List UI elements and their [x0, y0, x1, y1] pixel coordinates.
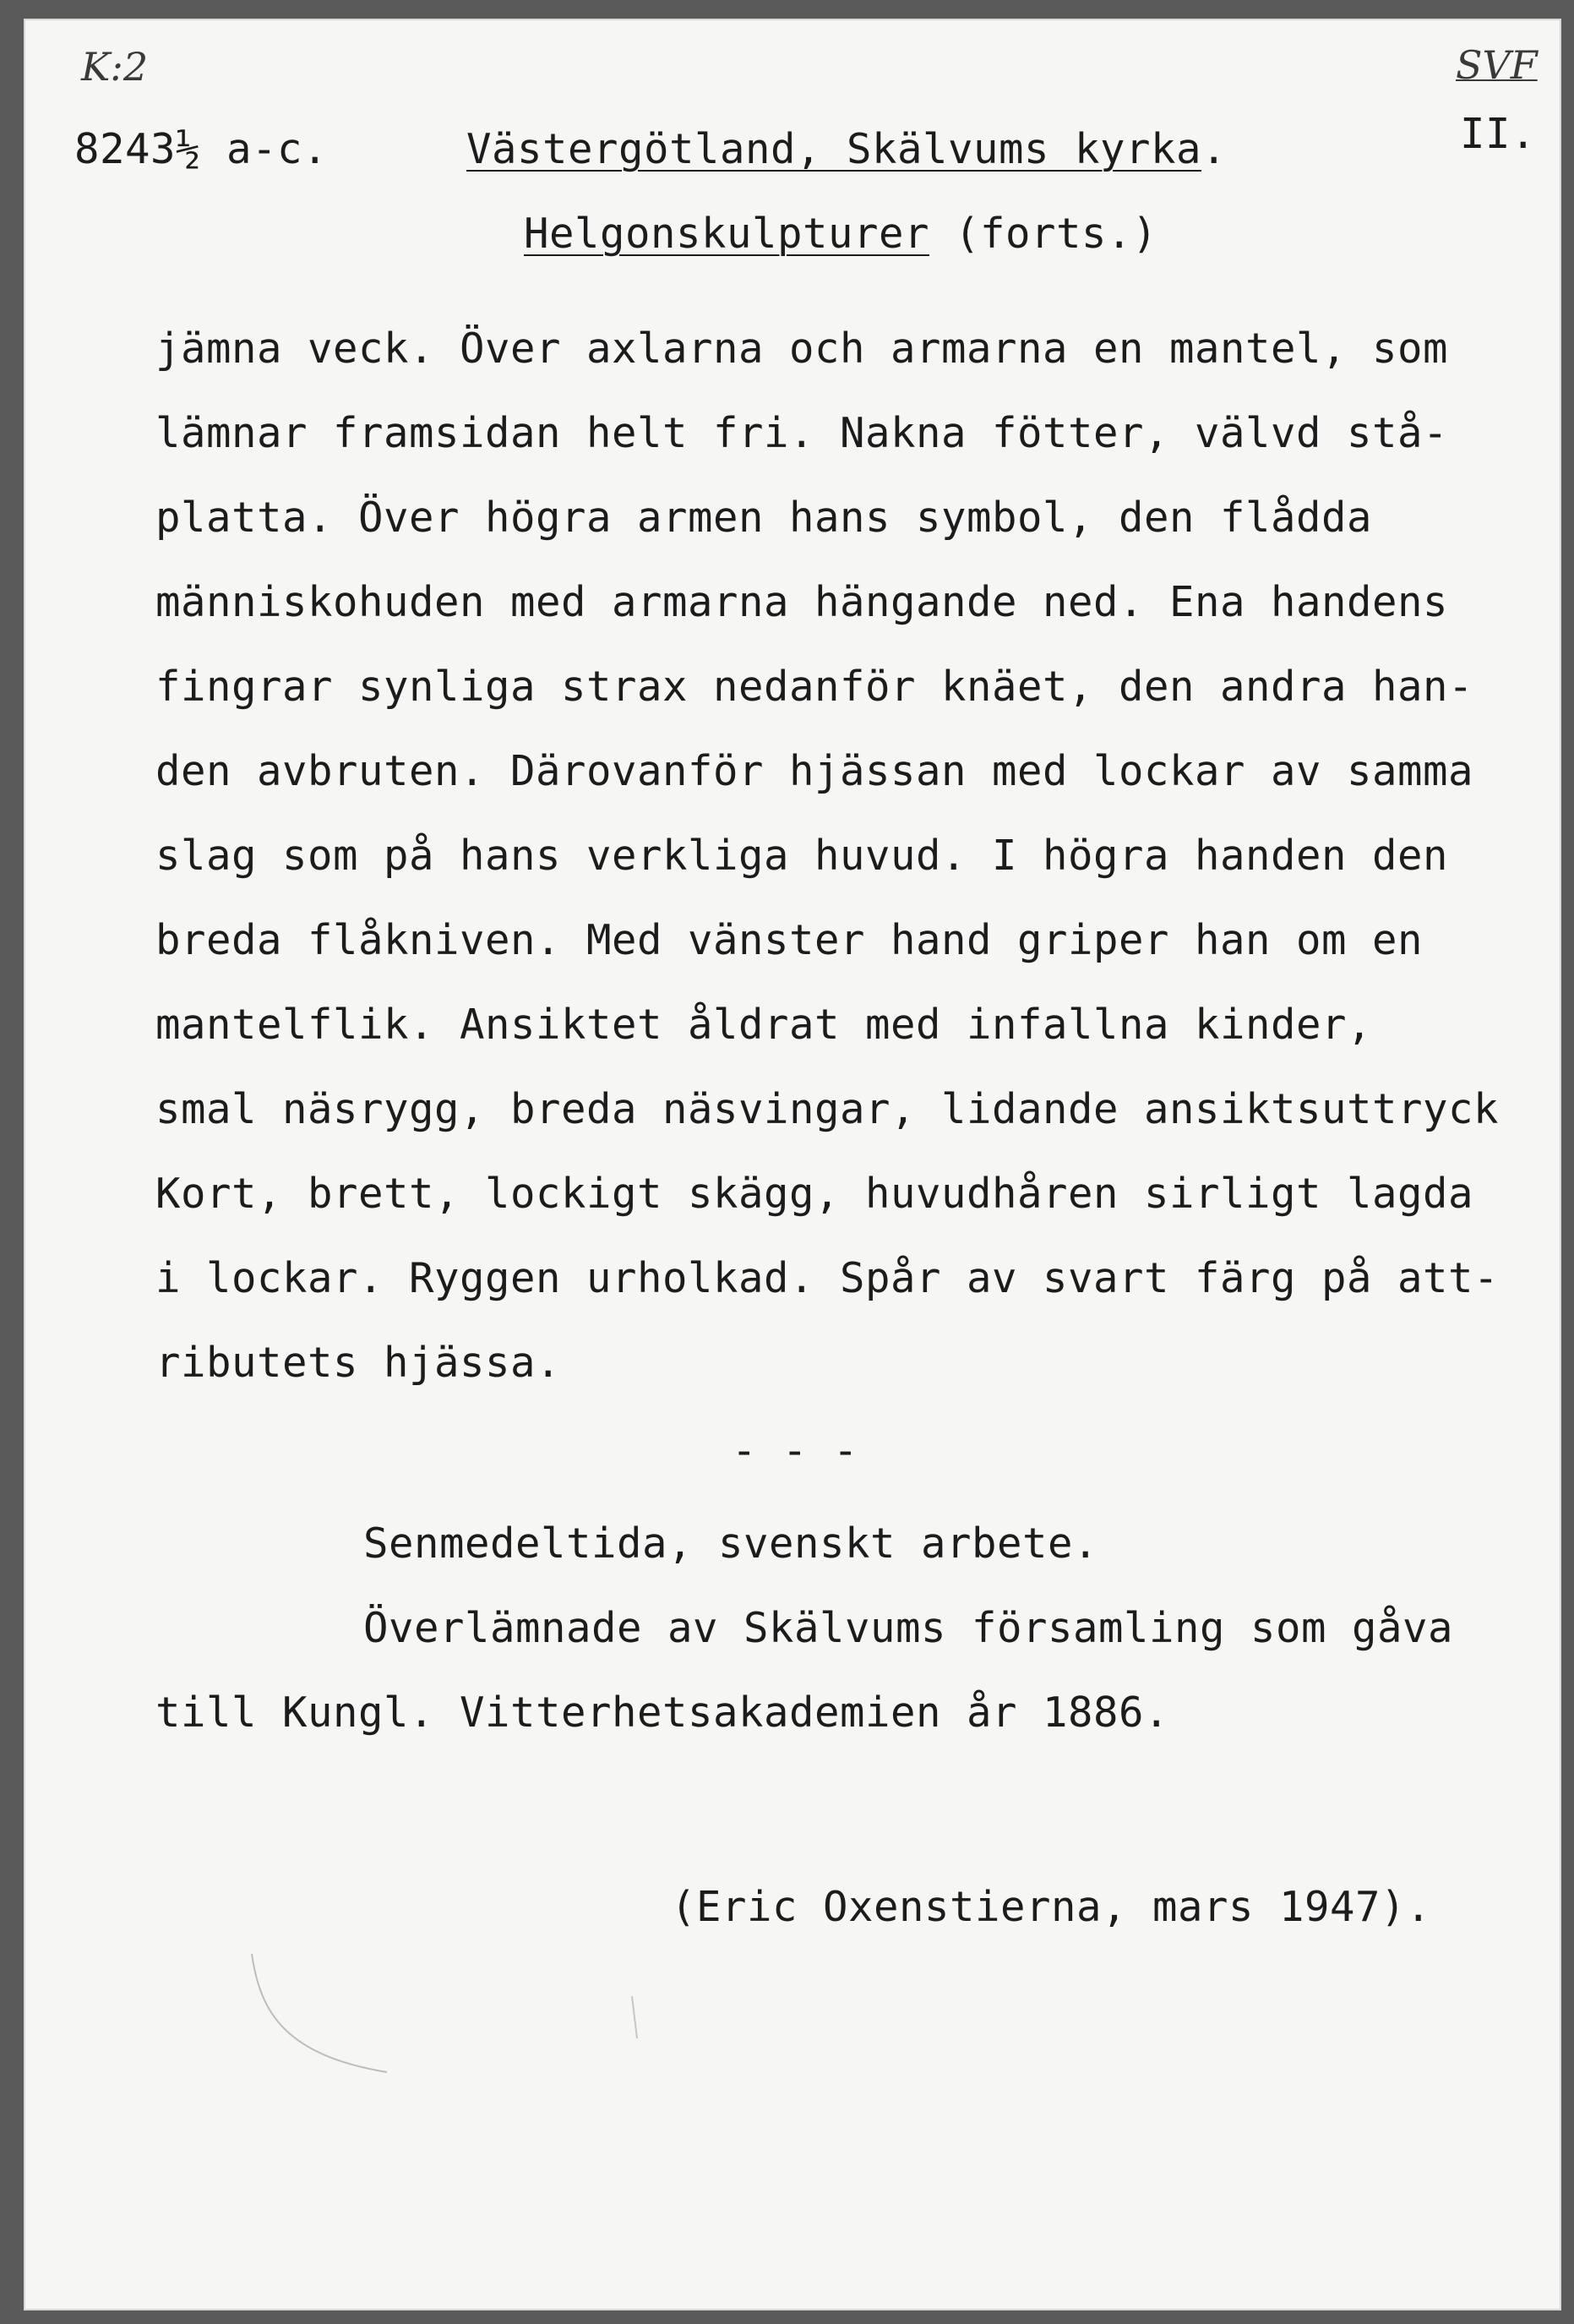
body-line: Kort, brett, lockigt skägg, huvudhåren sirligt lagda	[155, 1170, 1474, 1218]
dating-note: Senmedeltida, svenskt arbete.	[363, 1519, 1099, 1568]
body-line: människohuden med armarna hängande ned. Ena handens	[155, 578, 1449, 626]
handwritten-note-top-right: SVF	[1456, 42, 1538, 88]
page-title	[466, 125, 1227, 173]
body-line: fingrar synliga strax nedanför knäet, den andra han-	[155, 663, 1474, 711]
title-period: .	[1201, 125, 1228, 173]
body-line: smal näsrygg, breda näsvingar, lidande ansiktsuttryck	[155, 1085, 1500, 1133]
body-line: i lockar. Ryggen urholkad. Spår av svart färg på att-	[155, 1254, 1500, 1302]
body-line: jämna veck. Över axlarna och armarna en mantel, som	[155, 325, 1449, 373]
body-line: den avbruten. Därovanför hjässan med lockar av samma	[155, 747, 1474, 795]
body-line: ributets hjässa.	[155, 1339, 562, 1387]
provenance-note-line-2: till Kungl. Vitterhetsakademien år 1886.	[155, 1688, 1170, 1737]
title-location: Västergötland, Skälvums kyrka	[466, 125, 1202, 173]
body-line: mantelflik. Ansiktet åldrat med infallna kinder,	[155, 1001, 1373, 1049]
section-separator: - - -	[732, 1427, 859, 1475]
pencil-mark-decoration	[235, 1945, 708, 2081]
handwritten-note-top-left: K:2	[81, 44, 149, 90]
subtitle-main: Helgonskulpturer	[524, 210, 930, 258]
author-signature: (Eric Oxenstierna, mars 1947).	[671, 1883, 1432, 1931]
subtitle	[524, 210, 1157, 258]
body-line: breda flåkniven. Med vänster hand griper han om en	[155, 916, 1424, 964]
body-line: platta. Över högra armen hans symbol, den flådda	[155, 494, 1373, 542]
subtitle-suffix: (forts.)	[955, 210, 1158, 258]
catalog-number: 8243½ a-c.	[74, 125, 329, 173]
catalog-card	[24, 19, 1561, 2310]
page-number-roman: II.	[1460, 110, 1537, 158]
body-line: lämnar framsidan helt fri. Nakna fötter, välvd stå-	[155, 409, 1449, 457]
provenance-note-line-1: Överlämnade av Skälvums församling som gåva	[363, 1604, 1454, 1652]
body-line: slag som på hans verkliga huvud. I högra handen den	[155, 832, 1449, 880]
